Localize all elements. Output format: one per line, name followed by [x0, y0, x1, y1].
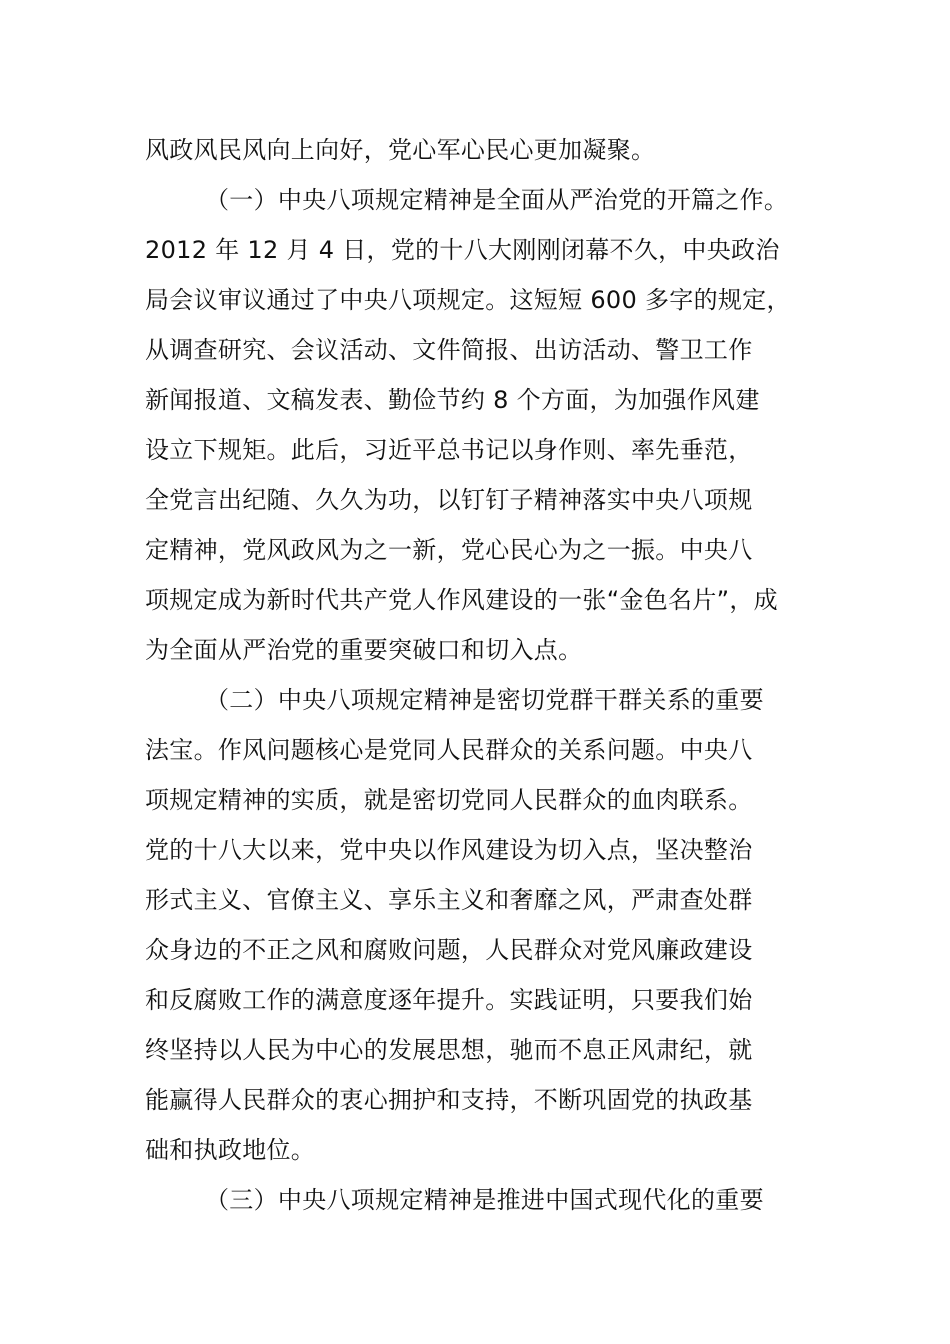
text-line: 项规定成为新时代共产党人作风建设的一张“金色名片”，成 [145, 586, 778, 614]
text-line: 础和执政地位。 [145, 1136, 316, 1164]
text-line: 终坚持以人民为中心的发展思想，驰而不息正风肃纪，就 [145, 1036, 753, 1064]
section-heading-1: （一）中央八项规定精神是全面从严治党的开篇之作。 [205, 186, 789, 214]
text-line: 和反腐败工作的满意度逐年提升。实践证明，只要我们始 [145, 986, 753, 1014]
text-line: 为全面从严治党的重要突破口和切入点。 [145, 636, 583, 664]
text-line: 党的十八大以来，党中央以作风建设为切入点，坚决整治 [145, 836, 753, 864]
text-line: 项规定精神的实质，就是密切党同人民群众的血肉联系。 [145, 786, 753, 814]
text-line: 风政风民风向上向好，党心军心民心更加凝聚。 [145, 136, 656, 164]
section-heading-2: （二）中央八项规定精神是密切党群干群关系的重要 [205, 686, 764, 714]
section-heading-3: （三）中央八项规定精神是推进中国式现代化的重要 [205, 1186, 764, 1214]
text-line: 众身边的不正之风和腐败问题，人民群众对党风廉政建设 [145, 936, 753, 964]
text-line: 局会议审议通过了中央八项规定。这短短 600 多字的规定， [145, 286, 791, 314]
text-line: 从调查研究、会议活动、文件简报、出访活动、警卫工作 [145, 336, 753, 364]
text-line: 能赢得人民群众的衷心拥护和支持，不断巩固党的执政基 [145, 1086, 753, 1114]
text-line: 新闻报道、文稿发表、勤俭节约 8 个方面，为加强作风建 [145, 386, 760, 414]
text-line: 形式主义、官僚主义、享乐主义和奢靡之风，严肃查处群 [145, 886, 753, 914]
text-line: 2012 年 12 月 4 日，党的十八大刚刚闭幕不久，中央政治 [145, 236, 780, 264]
text-line: 法宝。作风问题核心是党同人民群众的关系问题。中央八 [145, 736, 753, 764]
text-line: 定精神，党风政风为之一新，党心民心为之一振。中央八 [145, 536, 753, 564]
text-line: 全党言出纪随、久久为功，以钉钉子精神落实中央八项规 [145, 486, 753, 514]
text-line: 设立下规矩。此后，习近平总书记以身作则、率先垂范， [145, 436, 753, 464]
